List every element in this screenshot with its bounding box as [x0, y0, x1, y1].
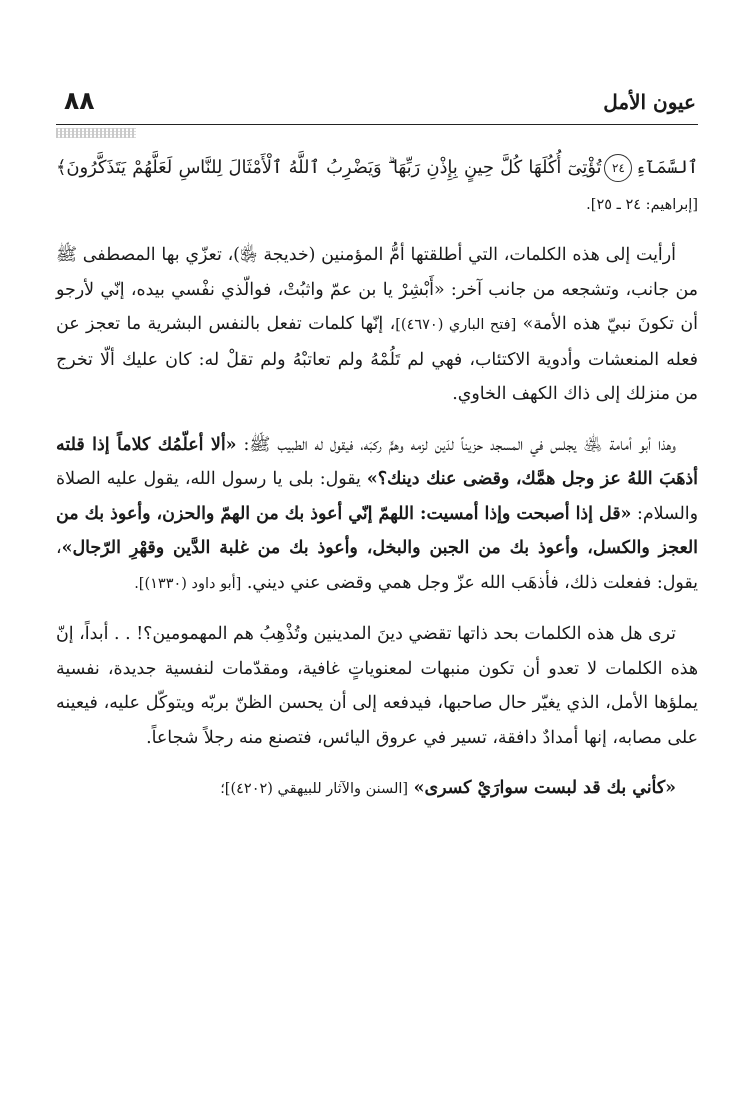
quran-verse — [56, 150, 698, 223]
page-header — [56, 84, 698, 124]
ayah-number-marker: ٢٤ — [604, 154, 632, 182]
paragraph-1 — [56, 238, 698, 412]
quran-text-rest: تُؤْتِىٓ أُكُلَهَا كُلَّ حِينٍ بِإِذْنِ رَبِّهَا ۗ وَيَضْرِبُ ٱللَّهُ ٱلْأَمْثَالَ لِلنَّاسِ لَعَلَّهُمْ يَتَذَكَّرُونَ﴾ — [56, 157, 602, 178]
quran-text-start: ٱلسَّمَآءِ — [635, 157, 698, 178]
page-body — [56, 150, 698, 823]
paragraph-2-text-c: ، يقول: ففعلت ذلك، فأذهَب الله عزّ وجل همي وقضى عني ديني. — [56, 538, 698, 593]
running-title: عيون الأمل — [603, 90, 696, 114]
paragraph-1-text-a: أرأيت إلى هذه الكلمات، التي أطلقتها أمُّ المؤمنين (خديجة ﵂)، تعزّي بها المصطفى ﷺ من جانب، وتشجعه من جانب آخر: «أَبْشِرْ يا بن عمّ واثبُتْ، فوالّذي نفْسي بيده، إنّي لأرجو أن تكونَ نبيّ هذه الأمة» — [56, 245, 698, 334]
paragraph-2 — [56, 428, 698, 602]
paragraph-4-reference: [السنن والآثار للبيهقي (٤٢٠٢)]؛ — [220, 781, 409, 797]
paragraph-2-hadith-a: «ألا أعلّمُك كلاماً إذا قلته أذهَبَ اللهُ عز وجل همَّك، وقضى عنك دينك؟» — [56, 434, 698, 489]
paragraph-1-reference: [فتح الباري (٤٦٧٠)] — [395, 317, 517, 333]
paragraph-4 — [56, 771, 698, 807]
paragraph-3: ترى هل هذه الكلمات بحد ذاتها تقضي دينَ المدينين وتُذْهِبُ هم المهمومين؟! . . أبداً، إنّ هذه الكلمات لا تعدو أن تكون منبهات لمعنوياتٍ غافية، ومقدّمات لنفسية جديدة، نفسية يملؤها الأمل، الذي يغيّر حال صاحبها، فيدفعه إلى أن يحسن الظنّ بربّه ويتوكّل عليه، فيعينه على مصابه، إنها أمدادٌ دافقة، تسير في عروق اليائس، فتصنع منه رجلاً شجاعاً. — [56, 624, 698, 748]
book-page — [56, 0, 698, 1119]
quran-reference: [إبراهيم: ٢٤ ـ ٢٥]. — [586, 197, 698, 213]
page-number: ٨٨ — [64, 86, 95, 115]
paragraph-4-hadith: «كأني بك قد لبست سوارَيْ كسرى» — [413, 778, 676, 798]
header-rule — [56, 124, 698, 125]
paragraph-2-reference: [أبو داود (١٣٣٠)]. — [134, 575, 242, 592]
header-ornament — [56, 128, 136, 138]
paragraph-2-text-b: يقول: بلى يا رسول الله، يقول عليه الصلاة والسلام: — [56, 469, 698, 524]
paragraph-1-text-b: ، إنّها كلمات تفعل بالنفس البشرية ما تعجز عن فعله المنعشات وأدوية الاكتئاب، فهي لم تَلُمْهُ ولم تعاتبْهُ ولم تقلْ له: كان عليك ألّا تخرج من منزلك إلى ذاك الكهف الخاوي. — [56, 314, 698, 404]
paragraph-2-hadith-b: «قل إذا أصبحت وإذا أمسيت: اللهمّ إنّي أعوذ بك من الهمّ والحزن، وأعوذ بك من العجز والكسل، وأعوذ بك من الجبن والبخل، وأعوذ بك من غلبة الدَّين وقهْرِ الرّجال» — [56, 503, 698, 558]
paragraph-2-text-a: وهذا أبو أمامة ﵁ يجلس في المسجد حزيناً لدَين لزمه وهمٍّ ركبَه، فيقول له الطبيب ﷺ: — [236, 434, 676, 455]
